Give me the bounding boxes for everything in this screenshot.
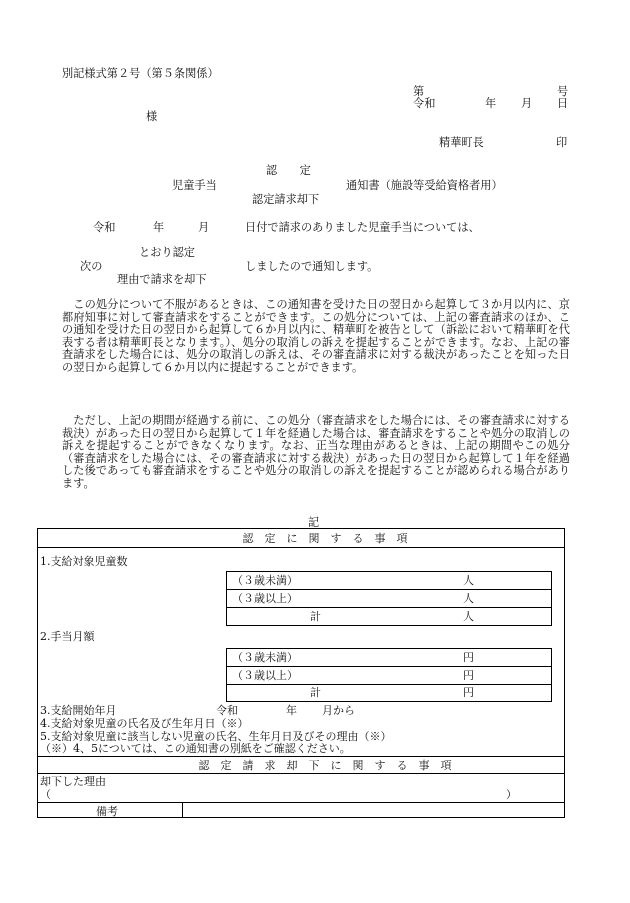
appeal-paragraph-2: ただし、上記の期間が経過する前に、この処分（審査請求をした場合には、その審査請求に対する裁決）があった日の翌日から起算して１年を経過した場合は、審査請求をすることや処分の取消しの訴えを提起することができなくなります。なお、正当な理由があるときは、上記の期間やこの処分（審査請求をした場合には、その審査請求に対する裁決）があった日の翌日から起算して１年を経過した後であっても審査請求をすることや処分の取消しの訴えを提起することが認められる場合があります。 xyxy=(62,414,570,490)
amount-over3-unit: 円 xyxy=(463,669,474,682)
document-number-dai: 第 xyxy=(413,85,425,98)
item3-label: 3.支給開始年月 xyxy=(40,704,117,717)
notice-shimashita: しましたので通知します。 xyxy=(245,260,379,273)
amount-total-label: 計 xyxy=(310,686,321,699)
amount-over3-label: （３歳以上） xyxy=(232,669,298,682)
notice-nen: 年 xyxy=(153,221,165,234)
document-number-go: 号 xyxy=(557,85,569,98)
form-number: 別記様式第２号（第５条関係） xyxy=(62,67,219,80)
count-under3-unit: 人 xyxy=(463,574,474,587)
paren-open: （ xyxy=(40,788,51,801)
title-kyakka: 認定請求却下 xyxy=(252,193,320,206)
recipient-sama: 様 xyxy=(146,110,158,123)
item1-label: 1.支給対象児童数 xyxy=(40,555,128,568)
nintei-section-header: 認 定 に 関 す る 事 項 xyxy=(242,532,408,545)
item3-nen: 年 xyxy=(286,704,297,717)
item2-label: 2.手当月額 xyxy=(40,630,95,643)
title-nintei: 認 定 xyxy=(266,164,311,177)
amount-under3-label: （３歳未満） xyxy=(232,651,298,664)
seal-mark: 印 xyxy=(556,136,568,149)
count-total-unit: 人 xyxy=(463,610,474,623)
count-under3-label: （３歳未満） xyxy=(232,574,298,587)
issuer-name: 精華町長 xyxy=(439,136,484,149)
notice-tsuki: 月 xyxy=(198,221,210,234)
item3-reiwa: 令和 xyxy=(216,704,238,717)
date-tsuki: 月 xyxy=(521,97,533,110)
item4-label: 4.支給対象児童の氏名及び生年月日（※） xyxy=(40,717,249,730)
title-tsuchisho: 通知書（施設等受給資格者用） xyxy=(346,179,503,192)
kyakka-reason-label: 却下した理由 xyxy=(40,775,106,788)
ki-heading: 記 xyxy=(308,516,320,529)
notice-riyuu-kyakka: 理由で請求を却下 xyxy=(117,273,207,286)
item5-label: 5.支給対象児童に該当しない児童の氏名、生年月日及びその理由（※） xyxy=(40,730,392,743)
amount-total-unit: 円 xyxy=(463,686,474,699)
notice-line1-text: 日付で請求のありました児童手当については、 xyxy=(245,221,480,234)
amount-under3-unit: 円 xyxy=(463,651,474,664)
title-jido-teate: 児童手当 xyxy=(172,179,217,192)
note-text: （※）4、5については、この通知書の別紙をご確認ください。 xyxy=(40,742,351,755)
date-nen: 年 xyxy=(485,97,497,110)
date-reiwa: 令和 xyxy=(413,97,436,110)
item3-kara: 月から xyxy=(322,704,355,717)
kyakka-section-header: 認 定 請 求 却 下 に 関 す る 事 項 xyxy=(198,759,452,772)
count-over3-label: （３歳以上） xyxy=(232,592,298,605)
count-total-label: 計 xyxy=(310,610,321,623)
date-hi: 日 xyxy=(557,97,569,110)
notice-reiwa: 令和 xyxy=(93,221,116,234)
notice-toori-nintei: とおり認定 xyxy=(139,246,195,259)
paren-close: ） xyxy=(506,788,517,801)
notice-tsugi-no: 次の xyxy=(80,260,103,273)
appeal-paragraph-1: この処分について不服があるときは、この通知書を受けた日の翌日から起算して３か月以内に、京都府知事に対して審査請求をすることができます。この処分については、上記の審査請求のほか、この通知を受けた日の翌日から起算して６か月以内に、精華町を被告として（訴訟において精華町を代表する者は精華町長となります。）、処分の取消しの訴えを提起することができます。なお、上記の審査請求をした場合には、処分の取消しの訴えは、その審査請求に対する裁決があったことを知った日の翌日から起算して６か月以内に提起することができます。 xyxy=(62,298,570,374)
biko-label: 備考 xyxy=(96,805,118,818)
count-over3-unit: 人 xyxy=(463,592,474,605)
